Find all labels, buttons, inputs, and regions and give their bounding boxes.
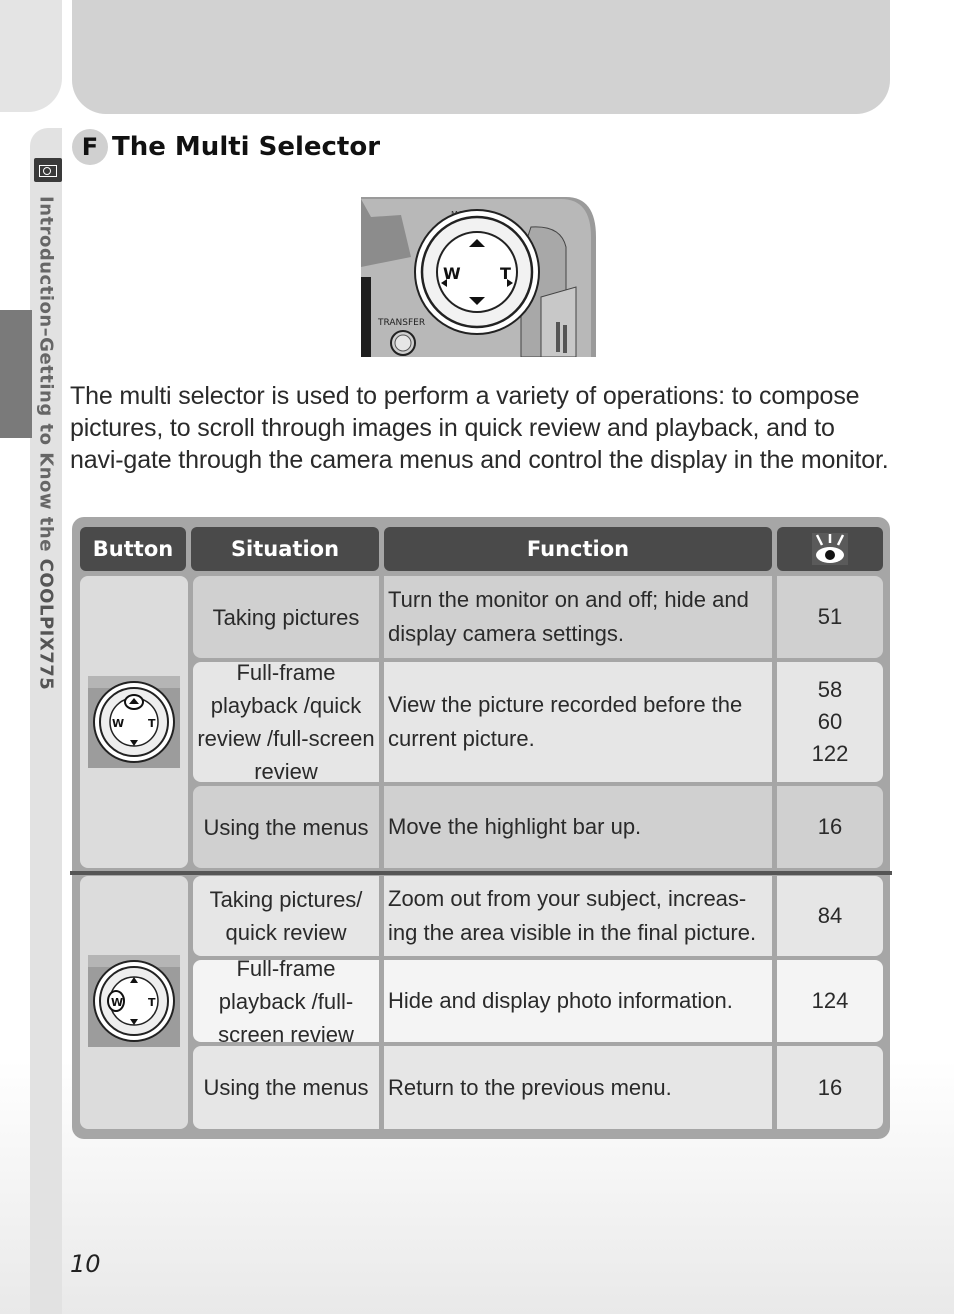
- function-photo-info: Hide and display photo information.: [384, 960, 772, 1042]
- section-title: The Multi Selector: [112, 132, 381, 162]
- w-label: W: [443, 264, 461, 283]
- function-previous-menu: Return to the previous menu.: [384, 1046, 772, 1129]
- situation-taking-pictures: Taking pictures: [193, 576, 379, 658]
- situation-playback-review: Full-frame playback /quick review /full-screen review: [193, 662, 379, 782]
- header-function: Function: [384, 527, 772, 571]
- multi-selector-up-icon: [88, 676, 180, 768]
- chapter-title: Introduction–Getting to Know the COOLPIX775: [35, 196, 57, 691]
- function-zoom-out: Zoom out from your subject, increas-ing the area visible in the final picture.: [384, 876, 772, 956]
- side-marker: [0, 310, 32, 438]
- corner-tab: [0, 0, 62, 112]
- page-ref: 16: [777, 786, 883, 868]
- section-badge: F: [72, 129, 108, 165]
- svg-text:T: T: [148, 717, 156, 730]
- header-box: [72, 0, 890, 114]
- page-ref: 84: [777, 876, 883, 956]
- page-ref: 58 60 122: [777, 662, 883, 782]
- intro-paragraph: The multi selector is used to perform a variety of operations: to compose pictures, to scroll through images in quick review and playback, and to navi-gate through the camera menus and control the display in the monitor.: [70, 382, 889, 474]
- page-ref: 51: [777, 576, 883, 658]
- situation-taking-quick-review: Taking pictures/ quick review: [193, 876, 379, 956]
- eye-icon: [812, 533, 848, 565]
- page-ref: 124: [777, 960, 883, 1042]
- function-highlight-up: Move the highlight bar up.: [384, 786, 772, 868]
- multi-selector-figure: [361, 197, 596, 357]
- situation-using-menus: Using the menus: [193, 786, 379, 868]
- t-label: T: [500, 264, 511, 283]
- multi-selector-left-icon: [88, 955, 180, 1047]
- header-button: Button: [80, 527, 186, 571]
- page-ref: 16: [777, 1046, 883, 1129]
- camera-icon: [34, 158, 62, 182]
- function-monitor-toggle: Turn the monitor on and off; hide and display camera settings.: [384, 576, 772, 658]
- header-situation: Situation: [191, 527, 379, 571]
- situation-playback-fullscreen: Full-frame playback /full-screen review: [193, 960, 379, 1042]
- function-previous-picture: View the picture recorded before the current picture.: [384, 662, 772, 782]
- header-page-reference: [777, 527, 883, 571]
- svg-text:T: T: [148, 996, 156, 1009]
- situation-using-menus: Using the menus: [193, 1046, 379, 1129]
- group-divider: [70, 871, 892, 875]
- svg-text:W: W: [111, 996, 124, 1009]
- transfer-label: TRANSFER: [378, 318, 426, 328]
- page-number: 10: [70, 1250, 101, 1278]
- svg-text:W: W: [112, 717, 125, 730]
